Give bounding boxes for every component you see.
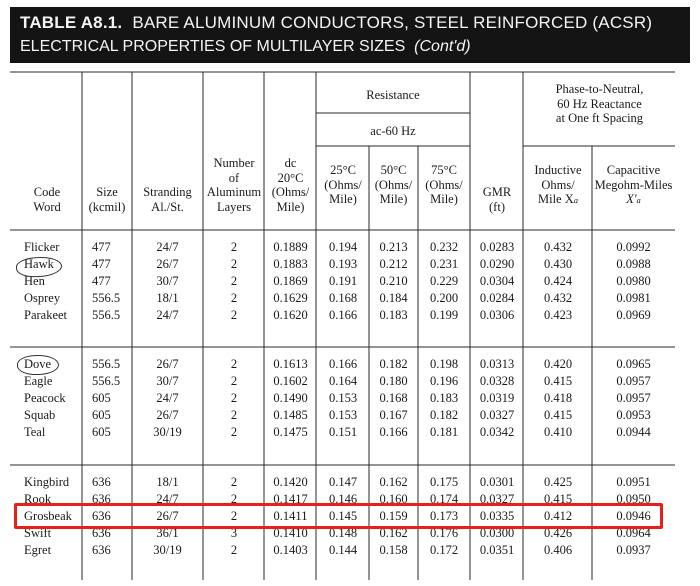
cell-xpa: 0.0988 — [616, 257, 651, 271]
header-ac25-l3: Mile) — [329, 192, 357, 206]
cell-dc: 0.1629 — [273, 291, 308, 305]
cell-r25: 0.144 — [328, 543, 358, 557]
cell-strand: 24/7 — [156, 391, 179, 405]
header-inductive-sub: a — [573, 195, 578, 205]
header-stranding-l1: Stranding — [143, 185, 192, 199]
cell-gmr: 0.0328 — [479, 374, 515, 388]
cell-xpa: 0.0969 — [616, 308, 651, 322]
cell-code: Hen — [24, 274, 45, 288]
cell-r25: 0.191 — [328, 274, 358, 288]
cell-dc: 0.1602 — [273, 374, 308, 388]
cell-r50: 0.166 — [379, 425, 408, 439]
cell-code: Teal — [24, 425, 46, 439]
cell-dc: 0.1883 — [273, 257, 308, 271]
cell-gmr: 0.0306 — [479, 308, 515, 322]
cell-strand: 18/1 — [156, 291, 179, 305]
cell-r25: 0.153 — [328, 408, 358, 422]
cell-layers: 2 — [230, 425, 238, 439]
header-ac50-l1: 50°C — [380, 163, 407, 177]
cell-xpa: 0.0946 — [616, 509, 651, 523]
header-ac75-l3: Mile) — [430, 192, 458, 206]
cell-r50: 0.168 — [379, 391, 408, 405]
header-ac75-l1: 75°C — [431, 163, 457, 177]
cell-r75: 0.176 — [429, 526, 459, 540]
cell-strand: 26/7 — [156, 408, 179, 422]
header-dc-l4: Mile) — [276, 199, 305, 214]
header-dc-l1: dc — [284, 156, 297, 170]
cell-xa: 0.424 — [543, 274, 573, 288]
cell-xa: 0.430 — [543, 257, 573, 271]
cell-code: Dove — [24, 357, 52, 371]
cell-code: Hawk — [24, 257, 54, 271]
cell-r25: 0.166 — [328, 308, 358, 322]
cell-layers: 2 — [230, 291, 238, 305]
cell-r50: 0.184 — [379, 291, 408, 305]
cell-r75: 0.181 — [429, 425, 459, 439]
cell-r75: 0.198 — [429, 357, 459, 371]
cell-r25: 0.168 — [328, 291, 358, 305]
header-ac50-l2: (Ohms/ — [374, 177, 413, 192]
cell-r50: 0.162 — [379, 526, 408, 540]
cell-gmr: 0.0351 — [479, 543, 515, 557]
cell-xa: 0.432 — [543, 240, 573, 254]
cell-r25: 0.151 — [328, 425, 358, 439]
cell-strand: 30/7 — [156, 374, 179, 388]
table-number: TABLE A8.1. — [20, 13, 123, 32]
header-ac50-l3: Mile) — [379, 192, 408, 206]
header-ac60: ac-60 Hz — [370, 124, 416, 138]
cell-size: 605 — [92, 391, 111, 405]
cell-r75: 0.182 — [429, 408, 459, 422]
cell-xpa: 0.0953 — [616, 408, 651, 422]
cell-r25: 0.148 — [328, 526, 358, 540]
cell-xpa: 0.0964 — [616, 526, 651, 540]
header-capacitive-l1: Capacitive — [606, 163, 661, 177]
cell-code: Squab — [24, 408, 56, 422]
header-capacitive-sub: a — [636, 195, 641, 205]
cell-r75: 0.196 — [429, 374, 459, 388]
cell-r25: 0.194 — [328, 240, 358, 254]
cell-code: Grosbeak — [24, 509, 72, 523]
cell-code: Rook — [24, 492, 52, 506]
cell-layers: 2 — [230, 475, 238, 489]
cell-r75: 0.200 — [429, 291, 459, 305]
table-title-text: BARE ALUMINUM CONDUCTORS, STEEL REINFORCED (ACSR) — [132, 13, 653, 32]
header-code-word-l2: Word — [33, 199, 61, 214]
cell-code: Osprey — [24, 291, 61, 305]
cell-code: Eagle — [24, 374, 53, 388]
cell-r50: 0.210 — [379, 274, 408, 288]
table-subtitle-text: ELECTRICAL PROPERTIES OF MULTILAYER SIZES — [20, 38, 406, 55]
header-reactance-l1: Phase-to-Neutral, — [555, 82, 644, 96]
cell-r50: 0.182 — [379, 357, 408, 371]
cell-r75: 0.174 — [429, 492, 459, 506]
cell-r75: 0.231 — [429, 257, 459, 271]
header-gmr — [471, 185, 523, 214]
header-size — [84, 185, 130, 214]
cell-xpa: 0.0957 — [616, 374, 651, 388]
cell-r25: 0.164 — [328, 374, 358, 388]
cell-code: Swift — [24, 526, 52, 540]
cell-size: 477 — [92, 274, 111, 288]
cell-code: Kingbird — [24, 475, 70, 489]
cell-dc: 0.1475 — [273, 425, 308, 439]
cell-r75: 0.175 — [429, 475, 459, 489]
cell-r75: 0.172 — [429, 543, 459, 557]
header-capacitive — [592, 163, 675, 208]
cell-gmr: 0.0335 — [479, 509, 515, 523]
cell-dc: 0.1420 — [273, 475, 308, 489]
cell-dc: 0.1869 — [273, 274, 308, 288]
cell-layers: 2 — [230, 374, 238, 388]
cell-dc: 0.1410 — [273, 526, 308, 540]
cell-xa: 0.412 — [543, 509, 573, 523]
cell-layers: 2 — [230, 391, 238, 405]
cell-xpa: 0.0981 — [616, 291, 651, 305]
cell-size: 636 — [92, 543, 111, 557]
cell-gmr: 0.0284 — [479, 291, 515, 305]
cell-r75: 0.183 — [429, 391, 459, 405]
header-ac75 — [418, 163, 470, 207]
cell-dc: 0.1485 — [273, 408, 308, 422]
header-layers-l3: Aluminum — [206, 185, 262, 199]
cell-layers: 2 — [230, 543, 238, 557]
header-dc — [265, 156, 316, 214]
cell-size: 556.5 — [92, 291, 121, 305]
cell-size: 556.5 — [92, 308, 121, 322]
cell-dc: 0.1490 — [273, 391, 308, 405]
cell-xa: 0.415 — [543, 408, 573, 422]
cell-r50: 0.159 — [379, 509, 408, 523]
header-layers-l4: Layers — [216, 199, 251, 214]
cell-code: Egret — [24, 543, 52, 557]
cell-r50: 0.180 — [379, 374, 408, 388]
cell-r25: 0.147 — [328, 475, 358, 489]
cell-xa: 0.410 — [543, 425, 573, 439]
cell-dc: 0.1889 — [273, 240, 308, 254]
cell-layers: 2 — [230, 408, 238, 422]
cell-size: 556.5 — [92, 374, 121, 388]
cell-xa: 0.425 — [543, 475, 573, 489]
cell-size: 477 — [92, 257, 111, 271]
header-stranding — [134, 185, 201, 214]
cell-xpa: 0.0965 — [616, 357, 651, 371]
cell-r50: 0.158 — [379, 543, 408, 557]
continued-label: (Cont'd) — [414, 38, 471, 55]
cell-gmr: 0.0327 — [479, 492, 515, 506]
header-gmr-l2: (ft) — [489, 199, 505, 214]
header-dc-l2: 20°C — [277, 170, 304, 185]
cell-strand: 30/19 — [153, 425, 182, 439]
cell-r25: 0.153 — [328, 391, 358, 405]
cell-gmr: 0.0304 — [479, 274, 515, 288]
cell-r75: 0.232 — [429, 240, 459, 254]
header-capacitive-l3 — [592, 192, 675, 208]
header-code-word — [14, 185, 80, 214]
cell-dc: 0.1403 — [273, 543, 308, 557]
header-code-word-l1: Code — [33, 185, 61, 199]
cell-r75: 0.173 — [429, 509, 459, 523]
header-gmr-l1: GMR — [482, 185, 512, 199]
cell-r75: 0.229 — [429, 274, 459, 288]
cell-xpa: 0.0944 — [616, 425, 651, 439]
header-inductive-l3-text: Mile X — [537, 192, 574, 206]
cell-strand: 18/1 — [156, 475, 179, 489]
cell-size: 636 — [92, 475, 111, 489]
header-inductive-l1: Inductive — [534, 163, 582, 177]
header-layers — [204, 156, 264, 214]
cell-xpa: 0.0950 — [616, 492, 651, 506]
header-ac25-l1: 25°C — [330, 163, 356, 177]
cell-r25: 0.166 — [328, 357, 358, 371]
cell-size: 605 — [92, 425, 111, 439]
cell-strand: 26/7 — [156, 257, 179, 271]
cell-dc: 0.1417 — [273, 492, 308, 506]
header-inductive-l3 — [524, 192, 592, 208]
grosbeak-highlight-box — [14, 503, 663, 529]
header-size-l1: Size — [96, 185, 118, 199]
cell-size: 636 — [92, 509, 111, 523]
cell-size: 636 — [92, 492, 111, 506]
cell-r50: 0.160 — [379, 492, 408, 506]
cell-xa: 0.406 — [543, 543, 573, 557]
cell-layers: 2 — [230, 492, 238, 506]
cell-r25: 0.146 — [328, 492, 358, 506]
cell-gmr: 0.0290 — [479, 257, 515, 271]
cell-r25: 0.145 — [328, 509, 358, 523]
cell-size: 477 — [92, 240, 111, 254]
cell-code: Peacock — [24, 391, 66, 405]
cell-strand: 26/7 — [156, 357, 179, 371]
cell-dc: 0.1620 — [273, 308, 308, 322]
cell-gmr: 0.0319 — [479, 391, 515, 405]
cell-size: 605 — [92, 408, 111, 422]
cell-strand: 24/7 — [156, 492, 179, 506]
cell-xpa: 0.0992 — [616, 240, 651, 254]
cell-code: Parakeet — [24, 308, 68, 322]
header-layers-l2: of — [228, 170, 240, 185]
header-inductive — [524, 163, 592, 208]
cell-xpa: 0.0980 — [616, 274, 651, 288]
cell-r50: 0.183 — [379, 308, 408, 322]
header-ac25 — [317, 163, 369, 207]
cell-strand: 36/1 — [156, 526, 179, 540]
cell-strand: 26/7 — [156, 509, 179, 523]
cell-layers: 2 — [230, 357, 238, 371]
cell-strand: 24/7 — [156, 240, 179, 254]
header-dc-l3: (Ohms/ — [271, 185, 310, 199]
header-reactance-l3: at One ft Spacing — [555, 111, 644, 125]
cell-xpa: 0.0951 — [616, 475, 651, 489]
cell-dc: 0.1411 — [273, 509, 308, 523]
cell-dc: 0.1613 — [273, 357, 308, 371]
cell-gmr: 0.0301 — [479, 475, 515, 489]
cell-xa: 0.415 — [543, 374, 573, 388]
cell-size: 556.5 — [92, 357, 121, 371]
cell-xpa: 0.0957 — [616, 391, 651, 405]
cell-size: 636 — [92, 526, 111, 540]
cell-strand: 30/7 — [156, 274, 179, 288]
cell-r50: 0.213 — [379, 240, 408, 254]
cell-strand: 30/19 — [153, 543, 182, 557]
header-stranding-l2: Al./St. — [151, 199, 184, 214]
cell-layers: 2 — [230, 240, 238, 254]
cell-xa: 0.426 — [543, 526, 573, 540]
cell-code: Flicker — [24, 240, 60, 254]
cell-xa: 0.418 — [543, 391, 573, 405]
cell-gmr: 0.0313 — [479, 357, 515, 371]
header-layers-l1: Number — [213, 156, 255, 170]
header-ac25-l2: (Ohms/ — [324, 177, 362, 192]
cell-layers: 2 — [230, 274, 238, 288]
header-size-l2: (kcmil) — [88, 199, 126, 214]
cell-r50: 0.162 — [379, 475, 408, 489]
header-capacitive-l2: Megohm-Miles — [594, 177, 673, 192]
header-ac50 — [369, 163, 418, 207]
header-reactance-l2: 60 Hz Reactance — [557, 96, 642, 111]
cell-r50: 0.212 — [379, 257, 408, 271]
cell-layers: 3 — [230, 526, 238, 540]
header-capacitive-l3-text: X' — [626, 192, 637, 206]
cell-strand: 24/7 — [156, 308, 179, 322]
cell-layers: 2 — [230, 509, 238, 523]
cell-gmr: 0.0300 — [479, 526, 515, 540]
cell-xa: 0.415 — [543, 492, 573, 506]
header-ac75-l2: (Ohms/ — [425, 177, 463, 192]
cell-layers: 2 — [230, 308, 238, 322]
header-reactance — [524, 82, 675, 126]
cell-xa: 0.420 — [543, 357, 573, 371]
cell-gmr: 0.0283 — [479, 240, 515, 254]
cell-xa: 0.432 — [543, 291, 573, 305]
cell-xpa: 0.0937 — [616, 543, 651, 557]
cell-gmr: 0.0342 — [479, 425, 515, 439]
cell-layers: 2 — [230, 257, 238, 271]
cell-r50: 0.167 — [379, 408, 408, 422]
header-inductive-l2: Ohms/ — [541, 177, 575, 192]
cell-gmr: 0.0327 — [479, 408, 515, 422]
cell-r25: 0.193 — [328, 257, 358, 271]
cell-xa: 0.423 — [543, 308, 573, 322]
header-resistance: Resistance — [366, 88, 420, 102]
cell-r75: 0.199 — [429, 308, 459, 322]
